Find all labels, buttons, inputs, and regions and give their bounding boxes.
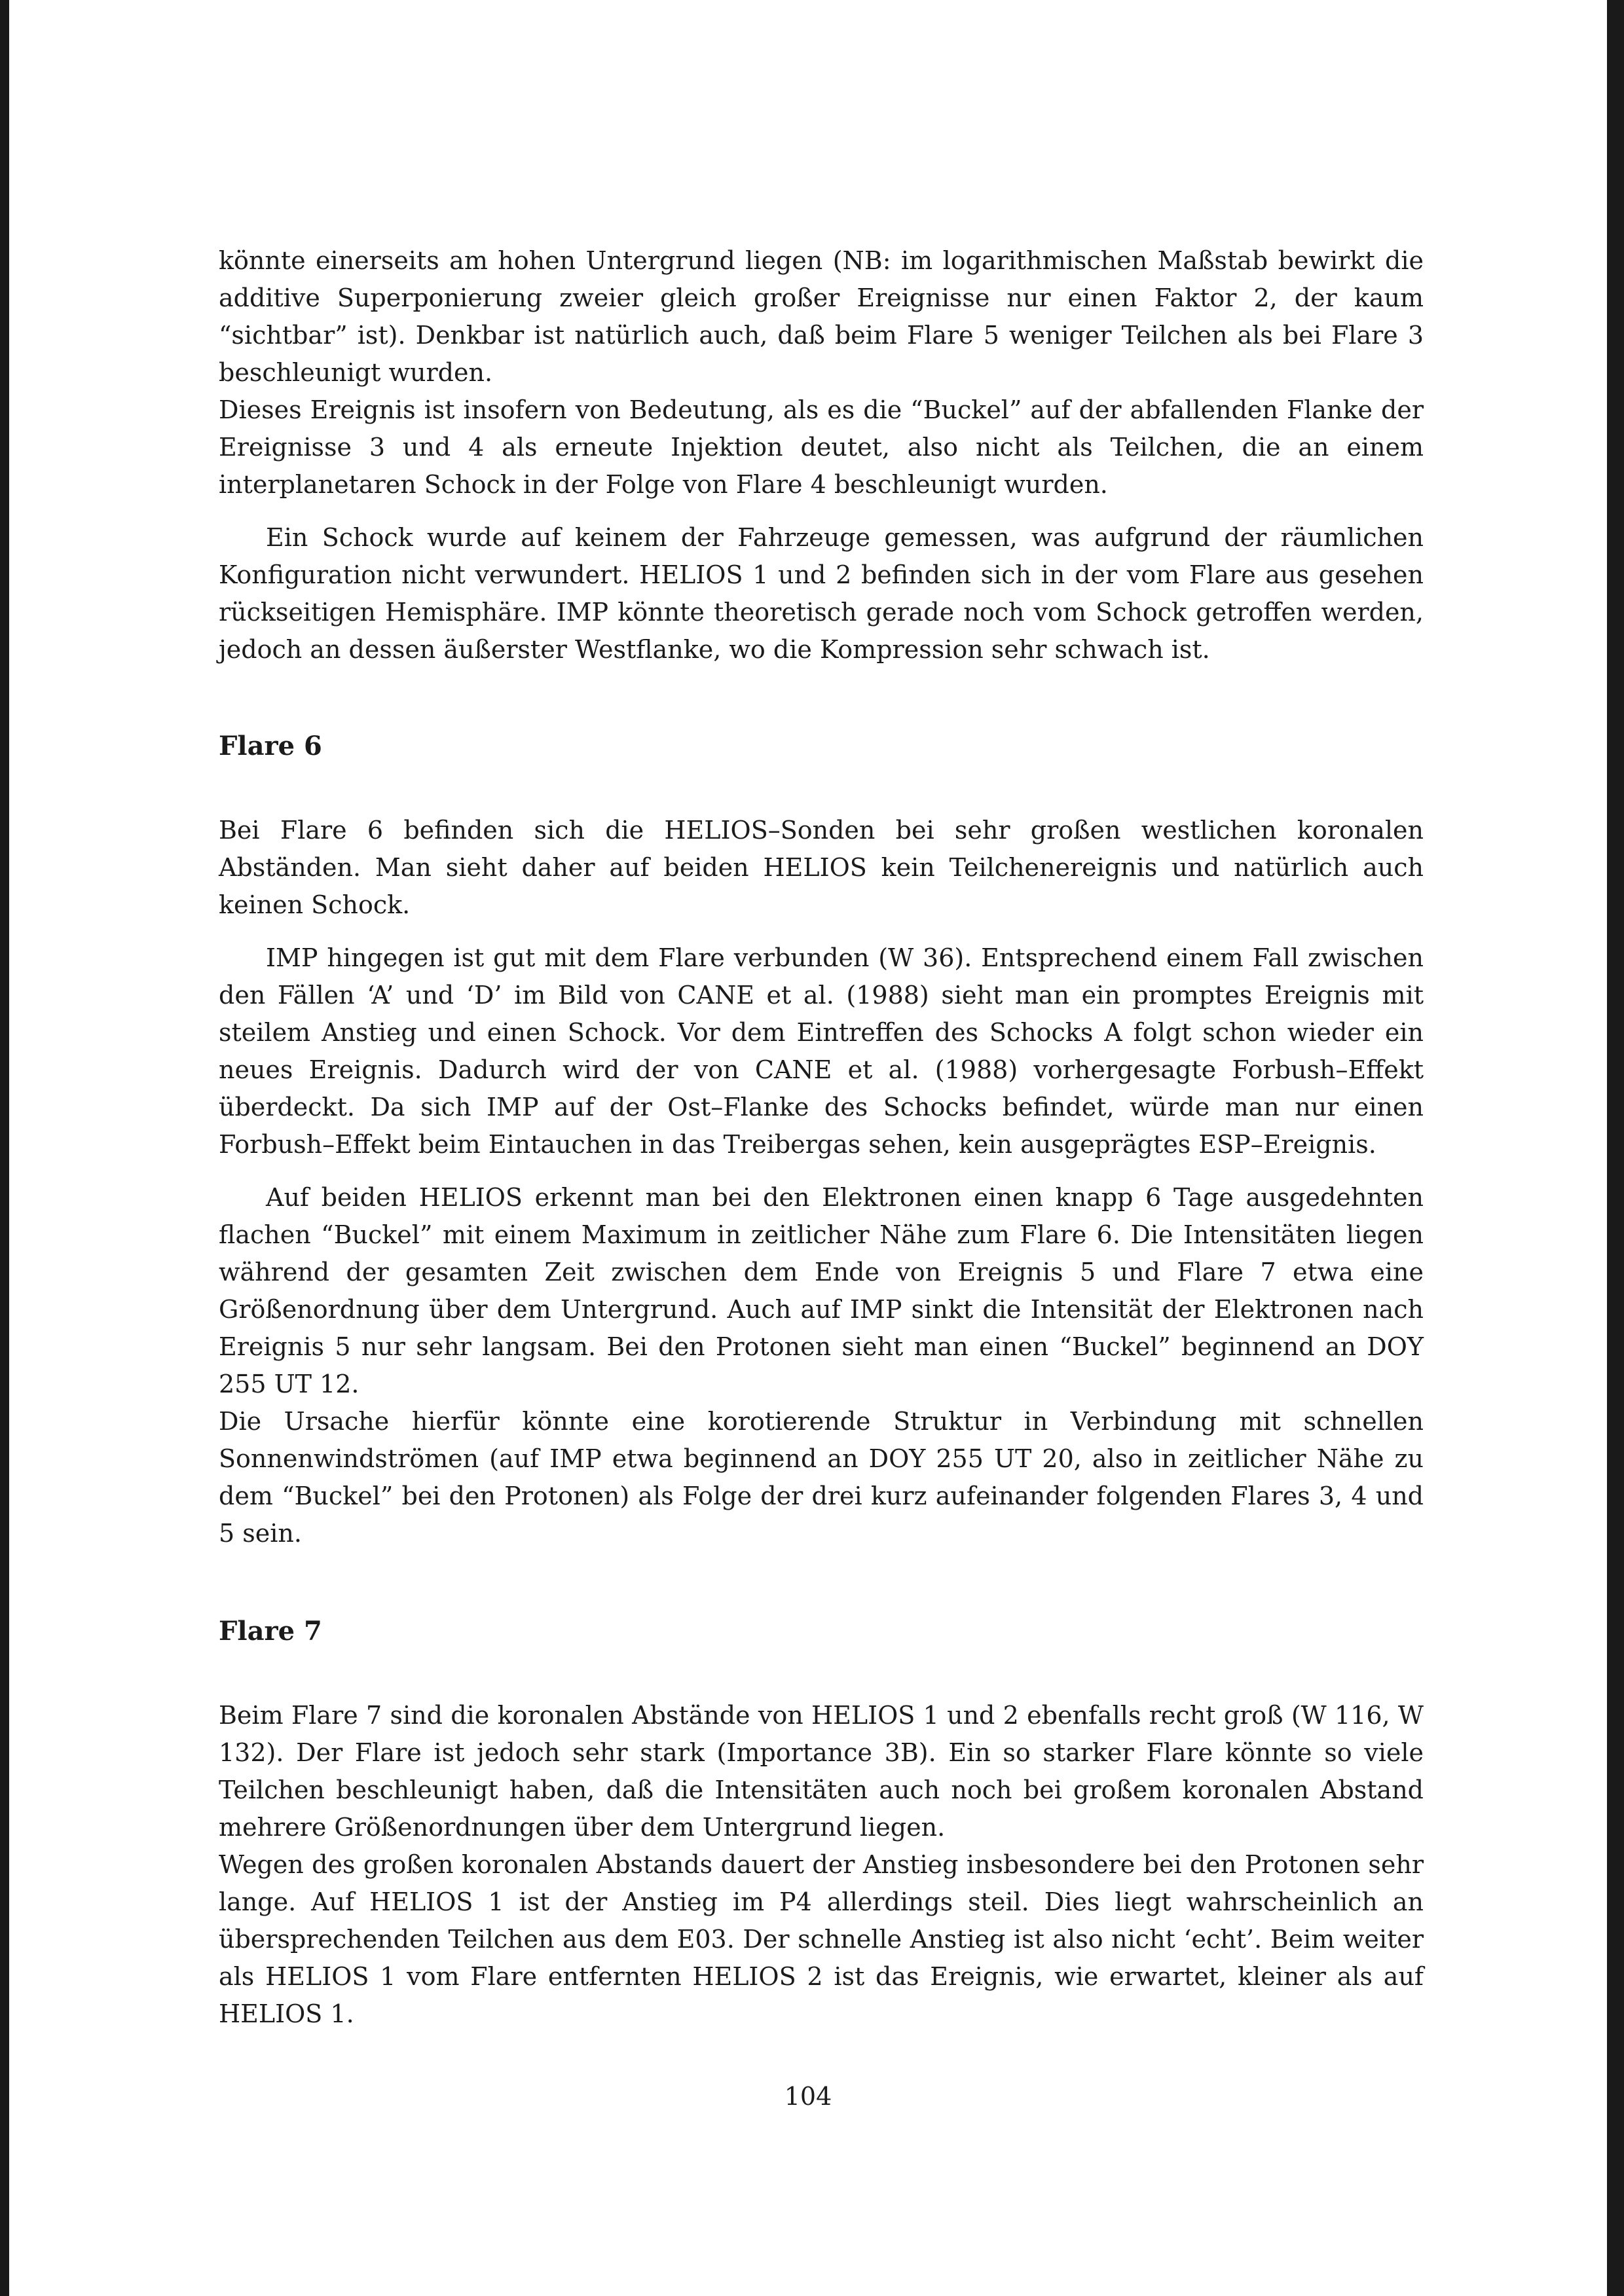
paragraph: Die Ursache hierfür könnte eine korotierende Struktur in Verbindung mit schnellen Sonnenwindströmen (auf IMP etwa beginnend an DOY 255 UT 20, also in zeitlicher Nähe zu dem “Buckel” bei den Protonen) als Folge der drei kurz aufeinander folgenden Flares 3, 4 und 5 sein. xyxy=(219,1407,1424,1548)
paragraph: Bei Flare 6 befinden sich die HELIOS–Sonden bei sehr großen westlichen koronalen Abständen. Man sieht daher auf beiden HELIOS kein Teilchenereignis und natürlich auch keinen Schock. xyxy=(219,816,1424,919)
section-heading-flare-7: Flare 7 xyxy=(219,1616,322,1647)
paragraph: Dieses Ereignis ist insofern von Bedeutung, als es die “Buckel” auf der abfallenden Flanke der Ereignisse 3 und 4 als erneute Injektion deutet, also nicht als Teilchen, die an einem interplanetaren Schock in der Folge von Flare 4 beschleunigt wurden. xyxy=(219,395,1424,499)
paragraph: Beim Flare 7 sind die koronalen Abstände von HELIOS 1 und 2 ebenfalls recht groß (W 116, W 132). Der Flare ist jedoch sehr stark (Importance 3B). Ein so starker Flare könnte so viele Teilchen beschleunigt haben, daß die Intensitäten auch noch bei großem koronalen Abstand mehrere Größenordnungen über dem Untergrund liegen. xyxy=(219,1701,1424,1842)
paragraph: könnte einerseits am hohen Untergrund liegen (NB: im logarithmischen Maßstab bewirkt die additive Superponierung zweier gleich großer Ereignisse nur einen Faktor 2, der kaum “sichtbar” ist). Denkbar ist natürlich auch, daß beim Flare 5 weniger Teilchen als bei Flare 3 beschleunigt wurden. xyxy=(219,246,1424,387)
paragraph: Ein Schock wurde auf keinem der Fahrzeuge gemessen, was aufgrund der räumlichen Konfiguration nicht verwundert. HELIOS 1 und 2 befinden sich in der vom Flare aus gesehen rückseitigen Hemisphäre. IMP könnte theoretisch gerade noch vom Schock getroffen werden, jedoch an dessen äußerster Westflanke, wo die Kompression sehr schwach ist. xyxy=(219,523,1424,664)
body-text xyxy=(219,242,1424,2033)
page xyxy=(9,0,1607,2296)
page-number: 104 xyxy=(784,2082,832,2111)
section-heading-flare-6: Flare 6 xyxy=(219,731,322,761)
paragraph: Auf beiden HELIOS erkennt man bei den Elektronen einen knapp 6 Tage ausgedehnten flachen “Buckel” mit einem Maximum in zeitlicher Nähe zum Flare 6. Die Intensitäten liegen während der gesamten Zeit zwischen dem Ende von Ereignis 5 und Flare 7 etwa eine Größenordnung über dem Untergrund. Auch auf IMP sinkt die Intensität der Elektronen nach Ereignis 5 nur sehr langsam. Bei den Protonen sieht man einen “Buckel” beginnend an DOY 255 UT 12. xyxy=(219,1183,1424,1398)
paragraph: IMP hingegen ist gut mit dem Flare verbunden (W 36). Entsprechend einem Fall zwischen den Fällen ‘A’ und ‘D’ im Bild von CANE et al. (1988) sieht man ein promptes Ereignis mit steilem Anstieg und einen Schock. Vor dem Eintreffen des Schocks A folgt schon wieder ein neues Ereignis. Dadurch wird der von CANE et al. (1988) vorhergesagte Forbush–Effekt überdeckt. Da sich IMP auf der Ost–Flanke des Schocks befindet, würde man nur einen Forbush–Effekt beim Eintauchen in das Treibergas sehen, kein ausgeprägtes ESP–Ereignis. xyxy=(219,943,1424,1159)
paragraph: Wegen des großen koronalen Abstands dauert der Anstieg insbesondere bei den Protonen sehr lange. Auf HELIOS 1 ist der Anstieg im P4 allerdings steil. Dies liegt wahrscheinlich an übersprechenden Teilchen aus dem E03. Der schnelle Anstieg ist also nicht ‘echt’. Beim weiter als HELIOS 1 vom Flare entfernten HELIOS 2 ist das Ereignis, wie erwartet, kleiner als auf HELIOS 1. xyxy=(219,1850,1424,2028)
